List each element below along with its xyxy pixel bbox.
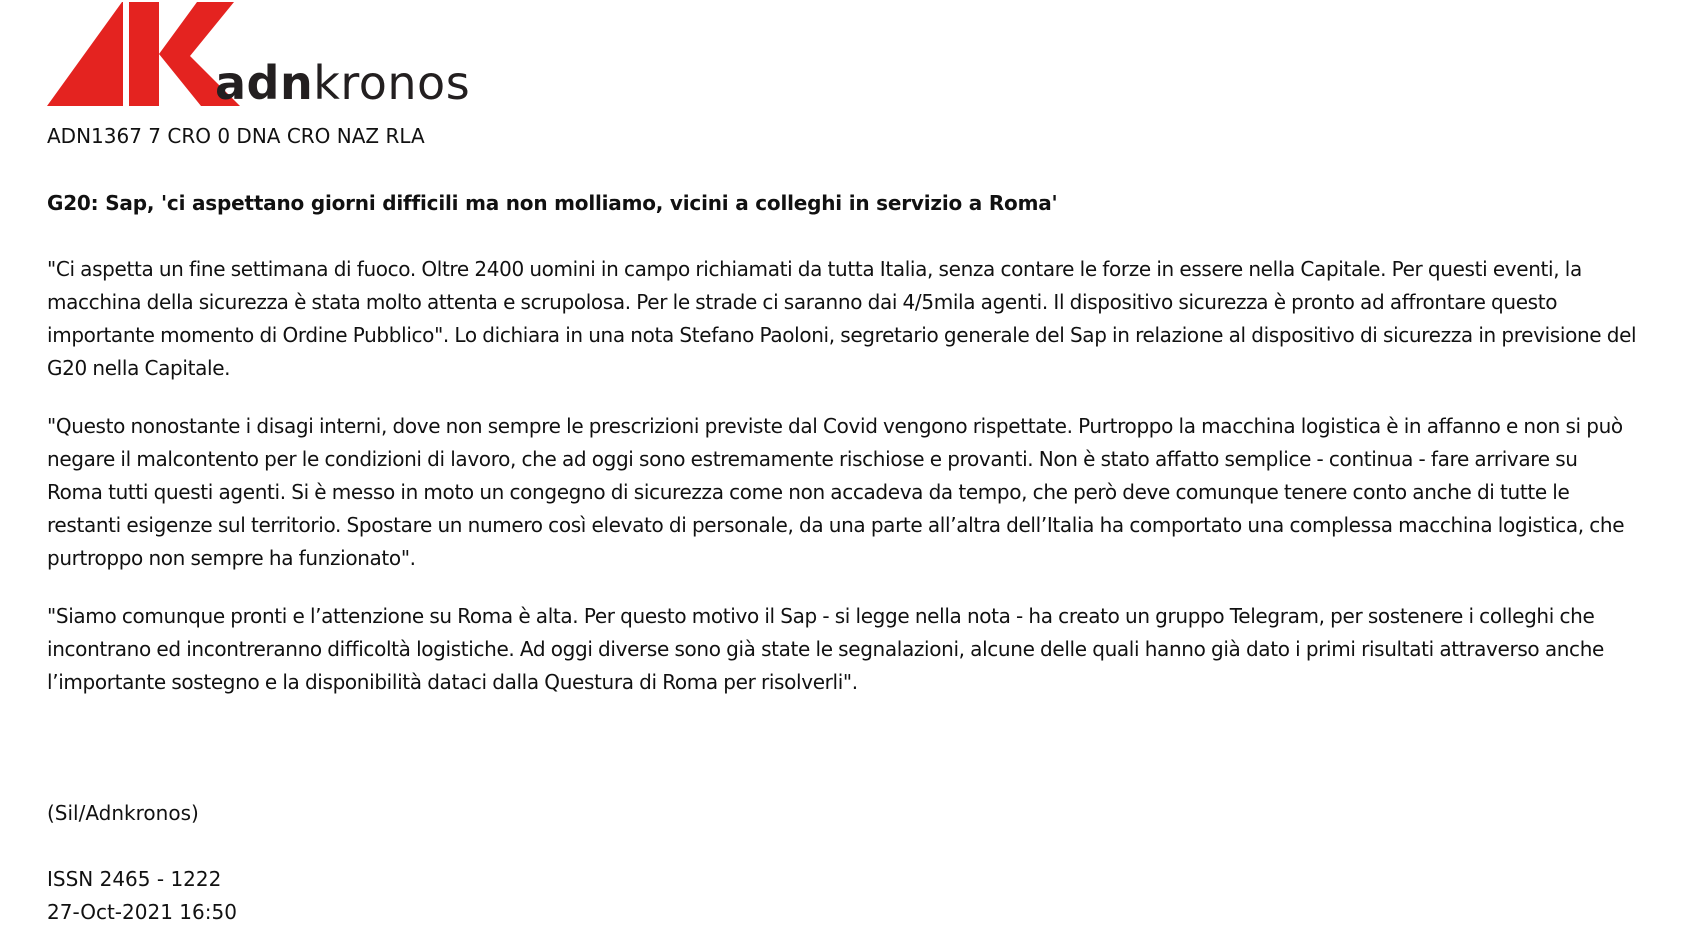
publish-datetime: 27-Oct-2021 16:50 (47, 900, 237, 924)
article-paragraph-3: "Siamo comunque pronti e l’attenzione su Roma è alta. Per questo motivo il Sap - si legge nella nota - ha creato un gruppo Telegram, per sostenere i colleghi che incontrano ed incontreranno difficoltà logistiche. Ad oggi diverse sono già state le segnalazioni, alcune delle quali hanno già dato i primi risultati attraverso anche l’importante sostegno e la disponibilità dataci dalla Questura di Roma per risolverli". (47, 604, 1604, 694)
article-signature: (Sil/Adnkronos) (47, 801, 199, 825)
article-paragraph-1: "Ci aspetta un fine settimana di fuoco. Oltre 2400 uomini in campo richiamati da tutta Italia, senza contare le forze in essere nella Capitale. Per questi eventi, la macchina della sicurezza è stata molto attenta e scrupolosa. Per le strade ci saranno dai 4/5mila agenti. Il dispositivo sicurezza è pronto ad affrontare questo importante momento di Ordine Pubblico". Lo dichiara in una nota Stefano Paoloni, segretario generale del Sap in relazione al dispositivo di sicurezza in previsione del G20 nella Capitale. (47, 257, 1637, 380)
issn-number: ISSN 2465 - 1222 (47, 867, 222, 891)
wordmark-light: kronos (313, 56, 471, 110)
article-headline: G20: Sap, 'ci aspettano giorni difficili ma non molliamo, vicini a colleghi in servizio a Roma' (47, 191, 1058, 215)
document-page (47, 0, 1647, 929)
article-paragraph-2: "Questo nonostante i disagi interni, dove non sempre le prescrizioni previste dal Covid vengono rispettate. Purtroppo la macchina logistica è in affanno e non si può negare il malcontento per le condizioni di lavoro, che ad oggi sono estremamente rischiose e provanti. Non è stato affatto semplice - continua - fare arrivare su Roma tutti questi agenti. Si è messo in moto un congegno di sicurezza come non accadeva da tempo, che però deve comunque tenere conto anche di tutte le restanti esigenze sul territorio. Spostare un numero così elevato di personale, da una parte all’altra dell’Italia ha comportato una complessa macchina logistica, che purtroppo non sempre ha funzionato". (47, 414, 1625, 570)
wordmark-bold: adn (215, 56, 314, 110)
adnkronos-wordmark (215, 56, 470, 110)
dispatch-code: ADN1367 7 CRO 0 DNA CRO NAZ RLA (47, 124, 425, 148)
adnkronos-logo (47, 0, 507, 112)
